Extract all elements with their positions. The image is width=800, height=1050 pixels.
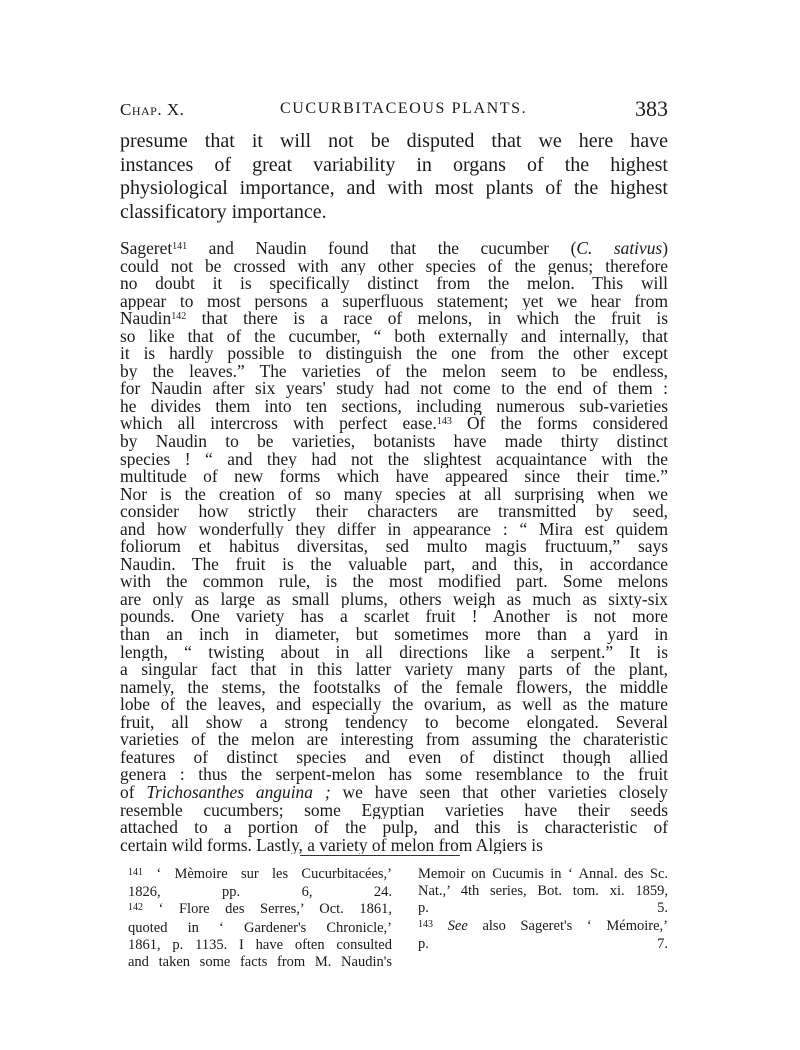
footnote-line <box>418 883 668 900</box>
text-line: for Naudin after six years' study had not come to the end of them : <box>120 380 668 398</box>
text-line: he divides them into ten sections, including numerous sub-varieties <box>120 397 668 416</box>
text-line: a singular fact that in this latter variety many parts of the plant, <box>120 661 668 679</box>
text-line: fruit, all show a strong tendency to become elongated. Several <box>120 713 668 732</box>
footnote-text: p. 5. <box>418 900 668 917</box>
italic-text: See <box>447 917 468 934</box>
footnote-text: p. 7. <box>418 935 668 952</box>
footnote-ref: 142 <box>171 311 187 323</box>
text-line: Nor is the creation of so many species at all surprising when we <box>120 485 668 504</box>
footnote-ref: 143 <box>436 416 452 428</box>
text-line <box>120 784 668 802</box>
running-title: CUCURBITACEOUS PLANTS. <box>280 100 528 117</box>
text-line: namely, the stems, the footstalks of the female flowers, the middle <box>120 678 668 697</box>
text-line: pounds. One variety has a scarlet fruit ! Another is not more <box>120 608 668 627</box>
footnote-line <box>128 884 392 901</box>
text-fragment: of <box>120 783 147 802</box>
text-line: no doubt it is specifically distinct from the melon. This will <box>120 275 668 293</box>
footnote-text: and taken some facts from M. Naudin's <box>128 954 392 971</box>
chapter-label: Chap. X. <box>120 100 185 119</box>
text-fragment: ) <box>662 240 668 258</box>
text-line: physiological importance, and with most plants of the highest <box>120 177 668 199</box>
text-line: species ! “ and they had not the slightest acquaintance with the <box>120 450 668 469</box>
footnote-line <box>418 866 668 883</box>
text-line: certain wild forms. Lastly, a variety of melon from Algiers is <box>120 836 543 855</box>
text-fragment: Sageret <box>120 240 173 258</box>
text-line: multitude of new forms which have appeared since their time.” <box>120 468 668 486</box>
footnote-line <box>128 920 392 937</box>
footnote-number: 142 <box>128 902 143 914</box>
footnote-number: 143 <box>418 918 433 930</box>
footnote-number: 141 <box>128 867 143 878</box>
text-line <box>120 240 668 258</box>
footnote-line <box>418 900 668 917</box>
footnote-text: ‘ Mèmoire sur les Cucurbitacées,’ <box>156 866 393 882</box>
footnote-text: quoted in ‘ Gardener's Chronicle,’ <box>128 919 392 936</box>
text-line: resemble cucumbers; some Egyptian varieties have their seeds <box>120 801 668 820</box>
text-line: with the common rule, is the most modified part. Some melons <box>120 573 668 591</box>
text-line: varieties of the melon are interesting from assuming the charateristic <box>120 731 668 749</box>
footnote-text: ‘ Flore des Serres,’ Oct. 1861, <box>158 901 392 918</box>
footnote-text: Nat.,’ 4th series, Bot. tom. xi. 1859, <box>418 883 668 900</box>
footnote-line <box>418 918 668 936</box>
text-fragment: that there is a race of melons, in which the fruit is <box>186 310 668 328</box>
text-line: Naudin. The fruit is the valuable part, and this, in accordance <box>120 555 668 574</box>
text-line <box>120 415 668 433</box>
text-line: than an inch in diameter, but sometimes more than a yard in <box>120 626 668 644</box>
text-line: foliorum et habitus diversitas, sed multo magis fructuum,” says <box>120 538 668 556</box>
footnote-line <box>128 954 392 971</box>
text-line: could not be crossed with any other species of the genus; therefore <box>120 257 668 276</box>
text-line: it is hardly possible to distinguish the one from the other except <box>120 345 668 363</box>
text-fragment: Naudin <box>120 310 172 328</box>
text-line: lobe of the leaves, and especially the ovarium, as well as the mature <box>120 696 668 714</box>
text-line: length, “ twisting about in all directions like a serpent.” It is <box>120 643 668 662</box>
text-fragment: we have seen that other varieties closely <box>330 783 668 802</box>
footnote-line <box>128 901 392 919</box>
footnote-line <box>128 866 392 884</box>
text-line: so like that of the cucumber, “ both externally and internally, that <box>120 327 668 346</box>
text-line: by Naudin to be varieties, botanists have made thirty distinct <box>120 433 668 451</box>
paragraph-melon <box>120 240 668 854</box>
italic-text: Trichosanthes anguina ; <box>146 783 331 802</box>
text-line: attached to a portion of the pulp, and this is characteristic of <box>120 819 668 837</box>
text-line: presume that it will not be disputed that we here have <box>120 130 668 152</box>
text-fragment: Of the forms considered <box>451 415 668 434</box>
footnotes-left-column <box>128 866 392 971</box>
footnotes-right-column <box>418 866 668 953</box>
footnote-text: 1826, pp. 6, 24. <box>128 884 392 901</box>
text-line: features of distinct species and even of distinct though allied <box>120 748 668 767</box>
footnote-text: Memoir on Cucumis in ‘ Annal. des Sc. <box>418 866 668 882</box>
text-fragment: which all intercross with perfect ease. <box>120 415 437 434</box>
text-line: consider how strictly their characters are transmitted by seed, <box>120 503 668 521</box>
text-line: instances of great variability in organs of the highest <box>120 153 668 176</box>
footnote-rule <box>300 855 460 856</box>
text-line: appear to most persons a superfluous statement; yet we hear from <box>120 292 668 311</box>
italic-text: C. sativus <box>576 240 663 258</box>
text-line: classificatory importance. <box>120 200 327 223</box>
text-line: are only as large as small plums, others weigh as much as sixty-six <box>120 590 668 609</box>
text-line <box>120 310 668 328</box>
page-number: 383 <box>635 96 668 121</box>
footnote-line <box>128 937 392 954</box>
text-line: and how wonderfully they differ in appearance : “ Mira est quidem <box>120 520 668 539</box>
text-fragment: and Naudin found that the cucumber ( <box>187 240 577 258</box>
footnote-line <box>418 936 668 953</box>
footnote-text: also Sageret's ‘ Mémoire,’ <box>467 917 668 934</box>
text-line: by the leaves.” The varieties of the melon seem to be endless, <box>120 362 668 381</box>
footnote-ref: 141 <box>172 241 188 252</box>
paragraph-continued <box>120 130 668 224</box>
footnote-text: 1861, p. 1135. I have often consulted <box>128 936 392 953</box>
text-line: genera : thus the serpent-melon has some resemblance to the fruit <box>120 766 668 784</box>
running-header <box>120 96 668 122</box>
